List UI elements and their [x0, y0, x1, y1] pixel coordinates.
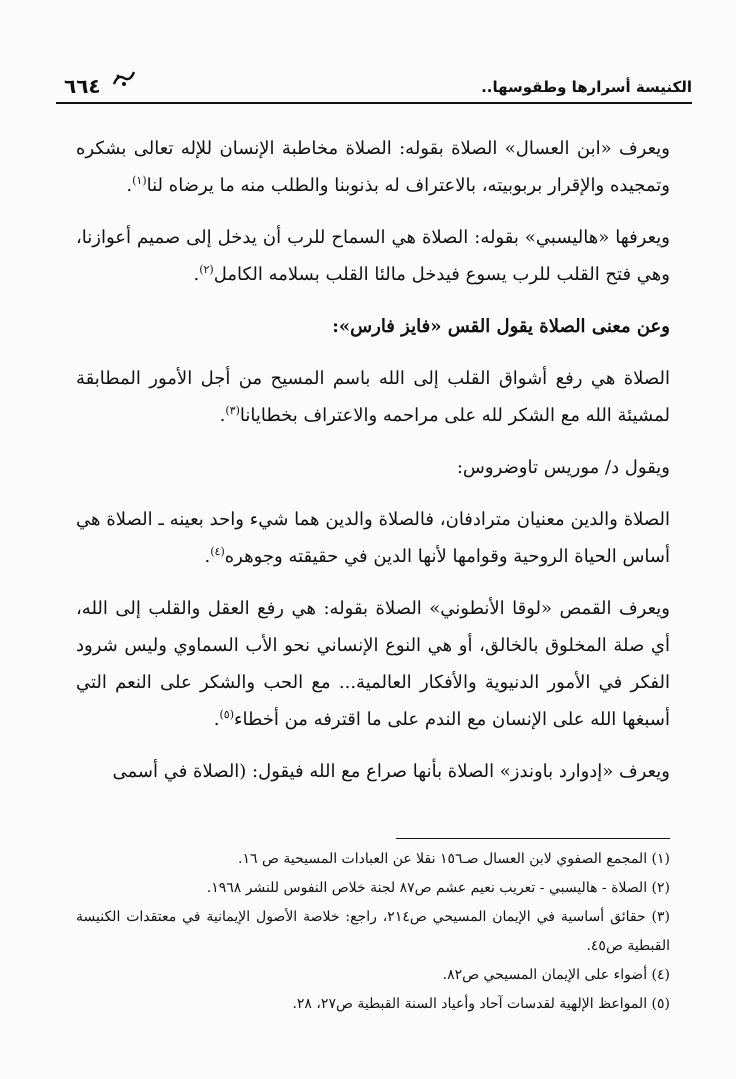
ornament-icon [112, 70, 136, 88]
body-text [76, 130, 670, 805]
paragraph: الصلاة والدين معنيان مترادفان، فالصلاة والدين هما شيء واحد بعينه ـ الصلاة هي أساس الحياة الروحية وقوامها لأنها الدين في حقيقته وجوهره$^{(٤)}$. [76, 509, 670, 567]
paragraph: ويعرف القمص «لوقا الأنطوني» الصلاة بقوله: هي رفع العقل والقلب إلى الله، أي صلة المخلوق بالخالق، أو هي النوع الإنساني نحو الأب السماوي وليس شرود الفكر في الأمور الدنيوية والأفكار العالمية... مع الحب والشكر على النعم التي أسبغها الله على الإنسان مع الندم على ما اقترفه من أخطاء$^{(٥)}$. [76, 598, 670, 730]
section-heading: وعن معنى الصلاة يقول القس «فايز فارس»: [332, 316, 670, 337]
page-number: ٦٦٤ [64, 74, 101, 98]
footnote: (٤) أضواء على الإيمان المسيحي ص٨٢. [442, 967, 670, 983]
footnote: (٥) المواعظ الإلهية لقدسات آحاد وأعياد السنة القبطية ص٢٧، ٢٨. [292, 996, 670, 1012]
footnote-ref: (٣) [225, 404, 240, 417]
paragraph: الصلاة هي رفع أشواق القلب إلى الله باسم المسيح من أجل الأمور المطابقة لمشيئة الله مع الشكر لله على مراحمه والاعتراف بخطايانا$^{(٣)}$. [76, 368, 670, 426]
running-title: الكنيسة أسرارها وطقوسها.. [481, 78, 692, 96]
footnote-ref: (٢) [199, 263, 214, 276]
paragraph: ويعرف «ابن العسال» الصلاة بقوله: الصلاة مخاطبة الإنسان للإله تعالى بشكره وتمجيده والإقرار بربوبيته، بالاعتراف له بذنوبنا والطلب منه ما يرضاه لنا$^{(١)}$. [76, 138, 670, 196]
footnote: (١) المجمع الصفوي لابن العسال صـ١٥٦ نقلا عن العبادات المسيحية ص ١٦. [238, 851, 670, 867]
footnotes [76, 845, 670, 1019]
footnote: (٢) الصلاة - هاليسبي - تعريب نعيم عشم ص٨٧ لجنة خلاص النفوس للنشر ١٩٦٨. [206, 880, 670, 896]
paragraph: ويقول د/ موريس تاوضروس: [456, 457, 670, 478]
footnote-ref: (١) [132, 174, 147, 187]
footnote-separator [396, 838, 670, 839]
footnote-ref: (٤) [210, 545, 225, 558]
footnote-ref: (٥) [219, 708, 234, 721]
running-header [56, 72, 692, 106]
paragraph: ويعرفها «هاليسبي» بقوله: الصلاة هي السماح للرب أن يدخل إلى صميم أعوازنا، وهي فتح القلب للرب يسوع فيدخل مالئا القلب بسلامه الكامل$^{(٢)}$. [76, 227, 670, 285]
footnote: (٣) حقائق أساسية في الإيمان المسيحي ص٢١٤، راجع: خلاصة الأصول الإيمانية في معتقدات الكنيسة القبطية ص٤٥. [76, 909, 671, 954]
paragraph: ويعرف «إدوارد باوندز» الصلاة بأنها صراع مع الله فيقول: (الصلاة في أسمى [112, 761, 670, 782]
header-rule [56, 102, 692, 104]
